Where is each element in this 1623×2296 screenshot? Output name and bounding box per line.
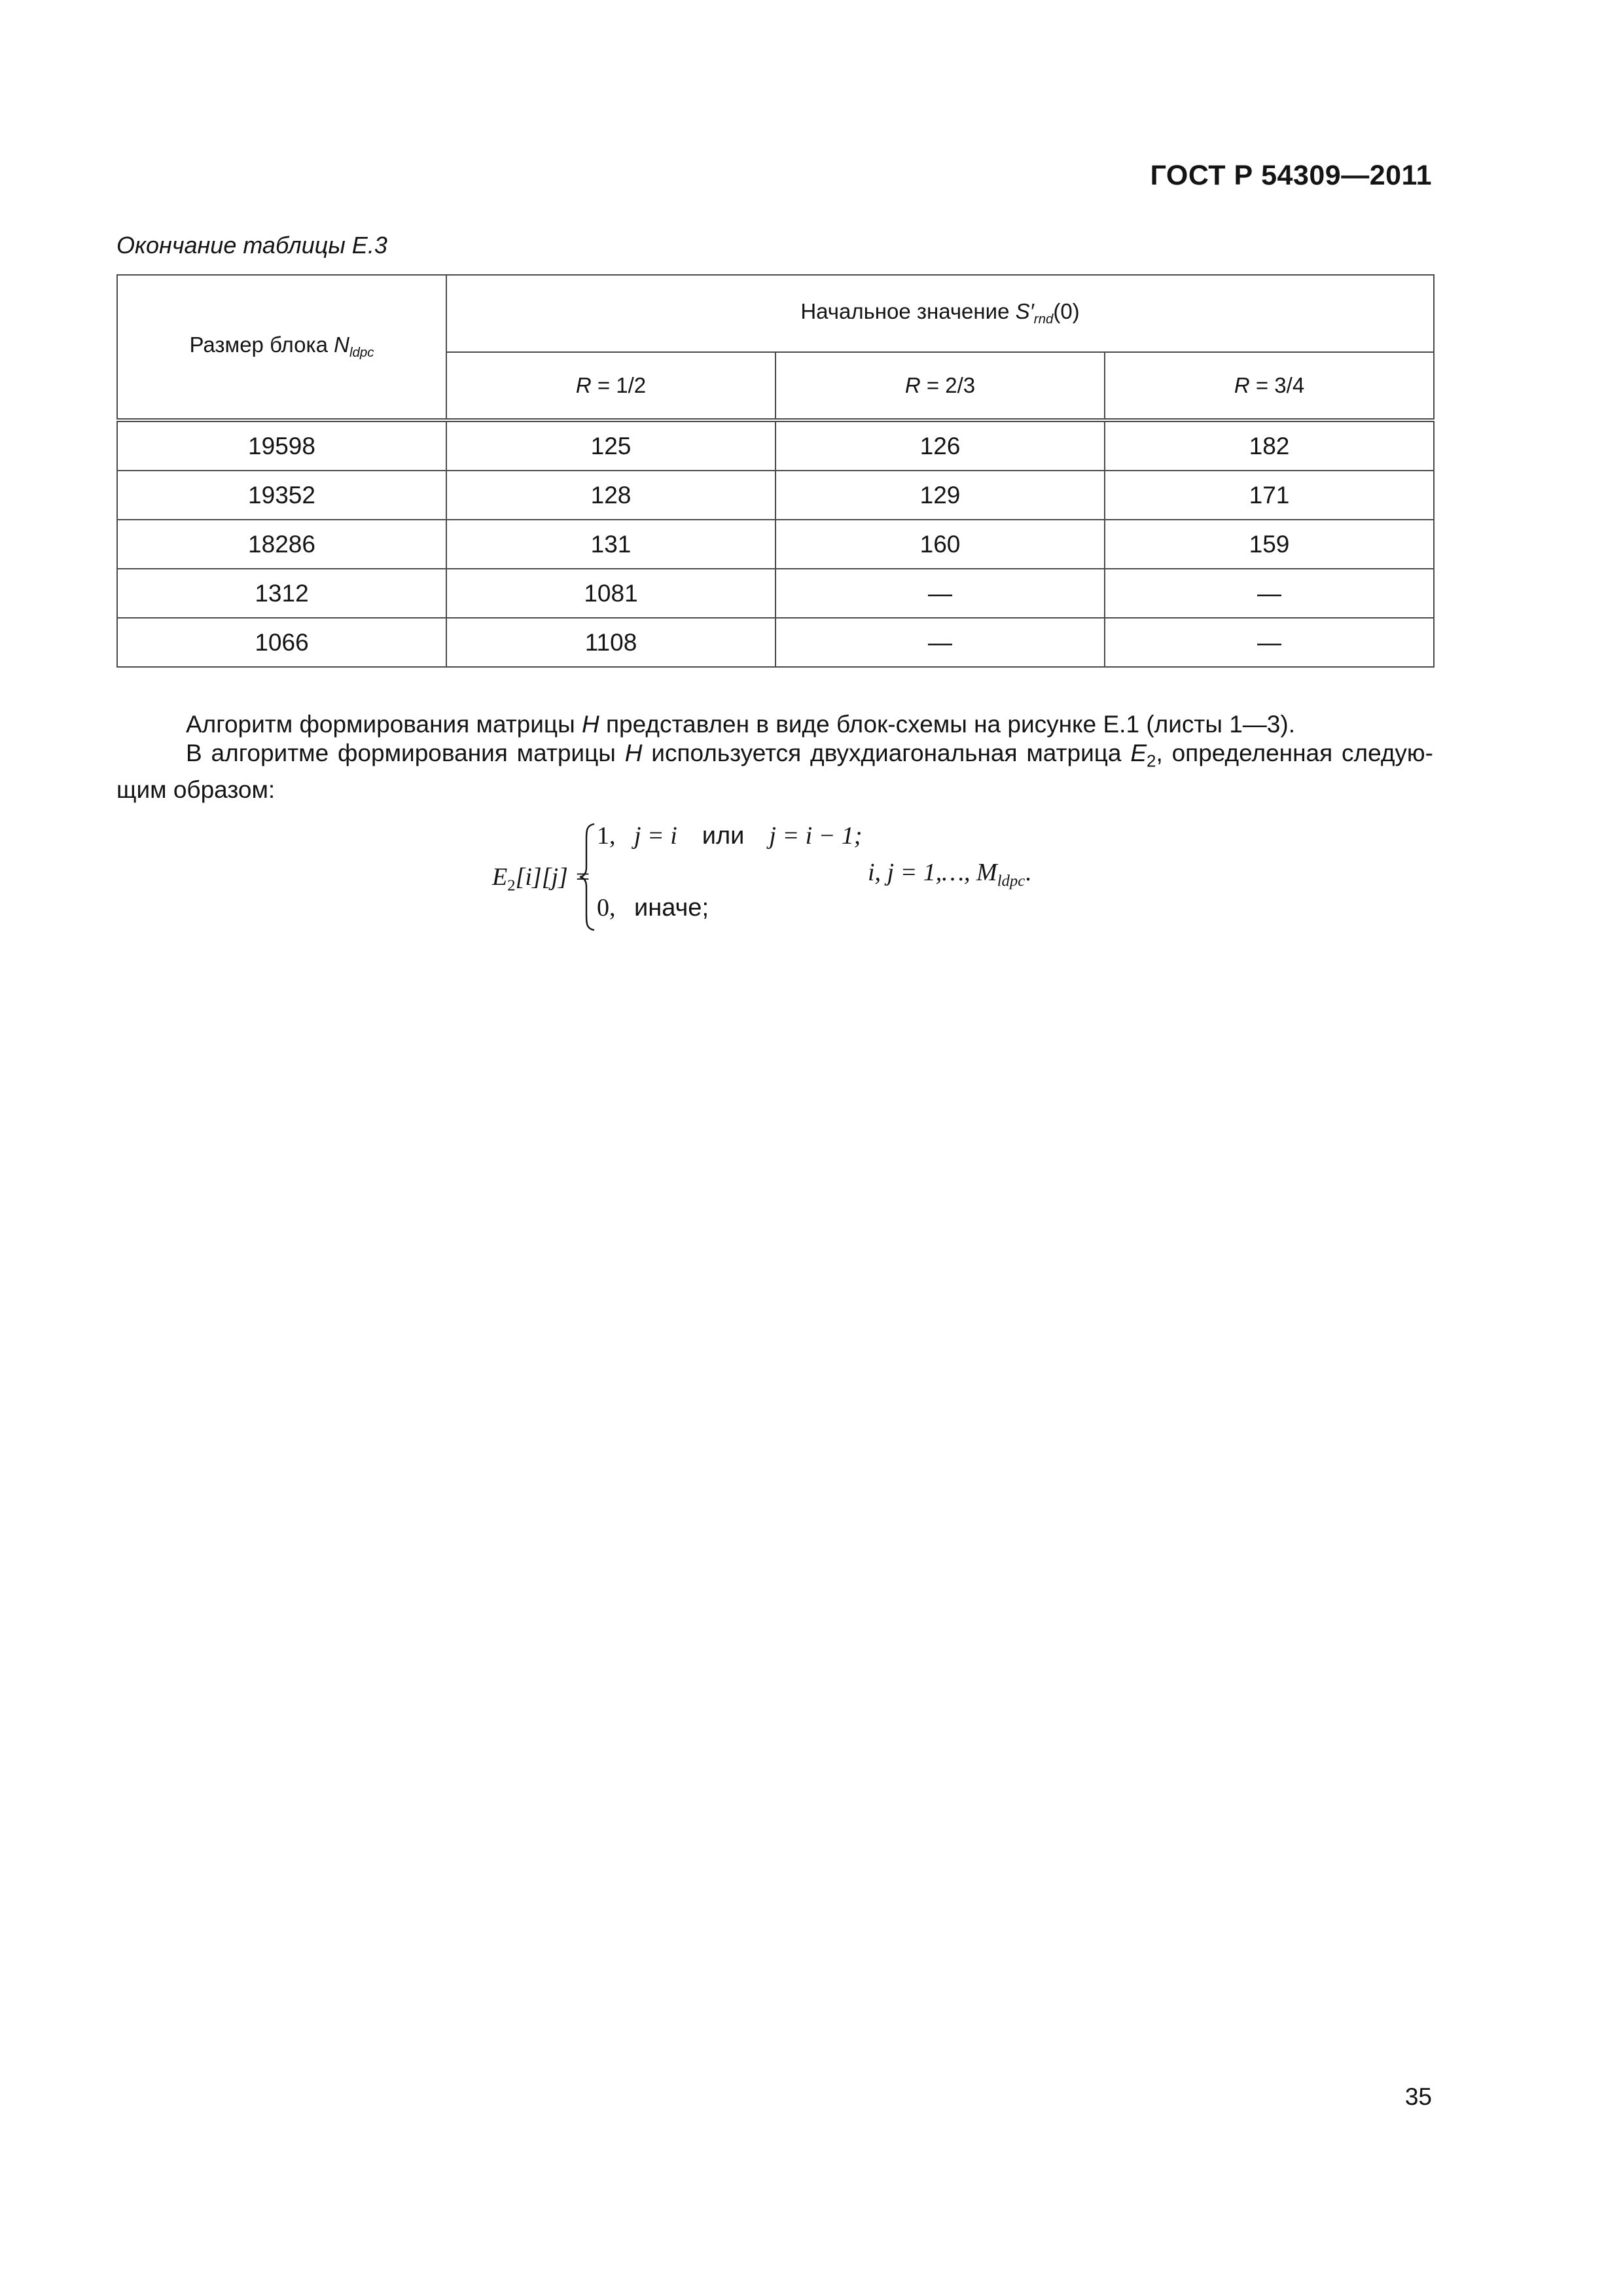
header-block-size: Размер блока $N_{ldpc}$ [117,275,446,420]
cell-block-size: 1312 [117,569,446,618]
cell-block-size: 19598 [117,420,446,471]
cell-r12: 1081 [446,569,776,618]
header-rate-3-4: R = 3/4 [1105,352,1434,420]
cell-r23: 160 [776,520,1105,569]
header-initial-value: Начальное значение $S'_{rnd}(0)$ [446,275,1434,352]
cell-r23: — [776,618,1105,667]
cell-r12: 131 [446,520,776,569]
table-row [117,420,1434,471]
header-rate-2-3: R = 2/3 [776,352,1105,420]
page-number: 35 [1404,2083,1432,2110]
left-brace-icon [579,821,596,933]
cell-r23: 129 [776,471,1105,520]
table-caption: Окончание таблицы Е.3 [116,232,387,259]
cell-r34: — [1105,618,1434,667]
cell-r12: 128 [446,471,776,520]
formula-case-two: 0, иначе; [597,894,709,922]
initial-values-table [116,274,1435,668]
cell-block-size: 1066 [117,618,446,667]
formula-range: i, j = 1,…, $M_{ldpc}$. [868,859,1031,890]
cell-r34: — [1105,569,1434,618]
table-row [117,618,1434,667]
formula-case-one: 1, j = i или j = i − 1; [597,822,863,850]
cell-r34: 171 [1105,471,1434,520]
document-id: ГОСТ Р 54309—2011 [1150,160,1432,191]
cell-r12: 125 [446,420,776,471]
formula-lhs: $E_2[i][j]$ = [492,863,591,895]
table-row [117,471,1434,520]
table-row [117,569,1434,618]
cell-r34: 159 [1105,520,1434,569]
cell-r23: — [776,569,1105,618]
cell-block-size: 18286 [117,520,446,569]
cell-block-size: 19352 [117,471,446,520]
paragraph-algorithm: Алгоритм формирования матрицы H представлен в виде блок-схемы на рисунке Е.1 (листы 1—3). [186,711,1295,738]
cell-r23: 126 [776,420,1105,471]
table-row [117,520,1434,569]
header-rate-1-2: R = 1/2 [446,352,776,420]
matrix-formula [492,821,1081,946]
paragraph-matrix-definition: В алгоритме формирования матрицы H используется двухдиагональная матрица $E_2$, определенная следую-щим образом: [116,740,1433,804]
cell-r34: 182 [1105,420,1434,471]
cell-r12: 1108 [446,618,776,667]
